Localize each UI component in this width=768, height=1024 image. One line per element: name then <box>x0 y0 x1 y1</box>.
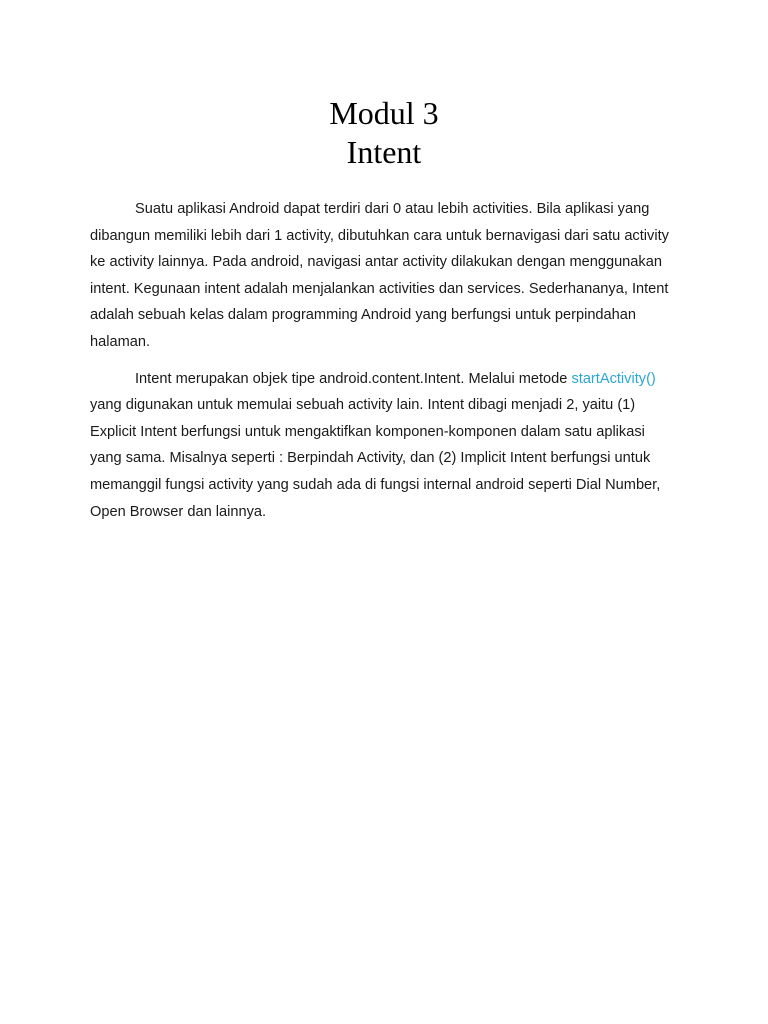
page-title <box>0 94 768 172</box>
title-line-topic: Intent <box>346 134 422 170</box>
paragraph-intro: Suatu aplikasi Android dapat terdiri dari 0 atau lebih activities. Bila aplikasi yang dibangun memiliki lebih dari 1 activity, dibutuhkan cara untuk bernavigasi dari satu activity ke activity lainnya. Pada android, navigasi antar activity dilakukan dengan menggunakan intent. Kegunaan intent adalah menjalankan activities dan services. Sederhananya, Intent adalah sebuah kelas dalam programming Android yang berfungsi untuk perpindahan halaman. <box>90 201 669 350</box>
start-activity-link[interactable]: startActivity() <box>571 370 656 387</box>
paragraph-intent-types-start: Intent merupakan objek tipe android.content.Intent. Melalui metode <box>135 370 572 387</box>
paragraph-intent-types <box>90 366 680 526</box>
title-line-module: Modul 3 <box>329 95 439 131</box>
document-body <box>90 196 680 535</box>
paragraph-intent-types-end: yang digunakan untuk memulai sebuah activity lain. Intent dibagi menjadi 2, yaitu (1) Explicit Intent berfungsi untuk mengaktifkan komponen-komponen dalam satu aplikasi yang sama. Misalnya seperti : Berpindah Activity, dan (2) Implicit Intent berfungsi untuk memanggil fungsi activity yang sudah ada di fungsi internal android seperti Dial Number, Open Browser dan lainnya. <box>90 397 661 520</box>
